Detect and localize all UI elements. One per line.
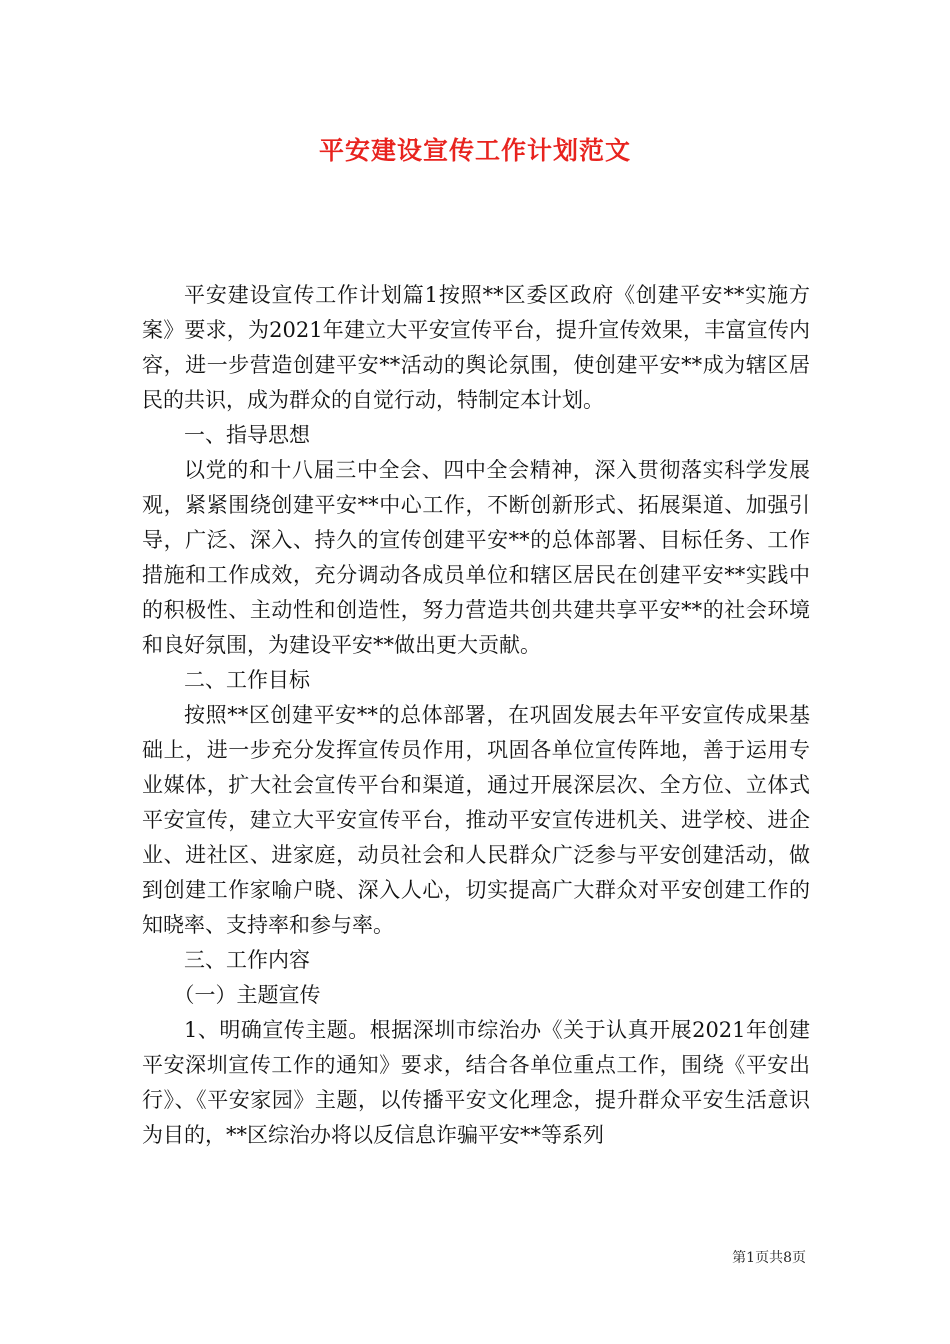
section-heading-work-goals: 二、工作目标: [184, 668, 310, 692]
document-body: [142, 278, 810, 1153]
paragraph-guiding-ideology: 以党的和十八届三中全会、四中全会精神，深入贯彻落实科学发展观，紧紧围绕创建平安**中心工作，不断创新形式、拓展渠道、加强引导，广泛、深入、持久的宣传创建平安**的总体部署、目标任务、工作措施和工作成效，充分调动各成员单位和辖区居民在创建平安**实践中的积极性、主动性和创造性，努力营造共创共建共享平安**的社会环境和良好氛围，为建设平安**做出更大贡献。: [142, 458, 810, 657]
paragraph-intro: 平安建设宣传工作计划篇1按照**区委区政府《创建平安**实施方案》要求，为2021年建立大平安宣传平台，提升宣传效果，丰富宣传内容，进一步营造创建平安**活动的舆论氛围，使创建平安**成为辖区居民的共识，成为群众的自觉行动，特制定本计划。: [142, 283, 810, 412]
paragraph-theme-publicity: 1、明确宣传主题。根据深圳市综治办《关于认真开展2021年创建平安深圳宣传工作的通知》要求，结合各单位重点工作，围绕《平安出行》、《平安家园》主题，以传播平安文化理念，提升群众平安生活意识为目的，**区综治办将以反信息诈骗平安**等系列: [142, 1018, 810, 1147]
section-heading-work-content: 三、工作内容: [184, 948, 310, 972]
page-number: 第1页共8页: [732, 1250, 806, 1266]
section-heading-guiding-ideology: 一、指导思想: [184, 423, 310, 447]
paragraph-work-goals: 按照**区创建平安**的总体部署，在巩固发展去年平安宣传成果基础上，进一步充分发挥宣传员作用，巩固各单位宣传阵地，善于运用专业媒体，扩大社会宣传平台和渠道，通过开展深层次、全方位、立体式平安宣传，建立大平安宣传平台，推动平安宣传进机关、进学校、进企业、进社区、进家庭，动员社会和人民群众广泛参与平安创建活动，做到创建工作家喻户晓、深入人心，切实提高广大群众对平安创建工作的知晓率、支持率和参与率。: [142, 703, 810, 937]
document-title: 平安建设宣传工作计划范文: [318, 136, 631, 165]
subsection-heading-theme-publicity: （一）主题宣传: [173, 983, 321, 1007]
